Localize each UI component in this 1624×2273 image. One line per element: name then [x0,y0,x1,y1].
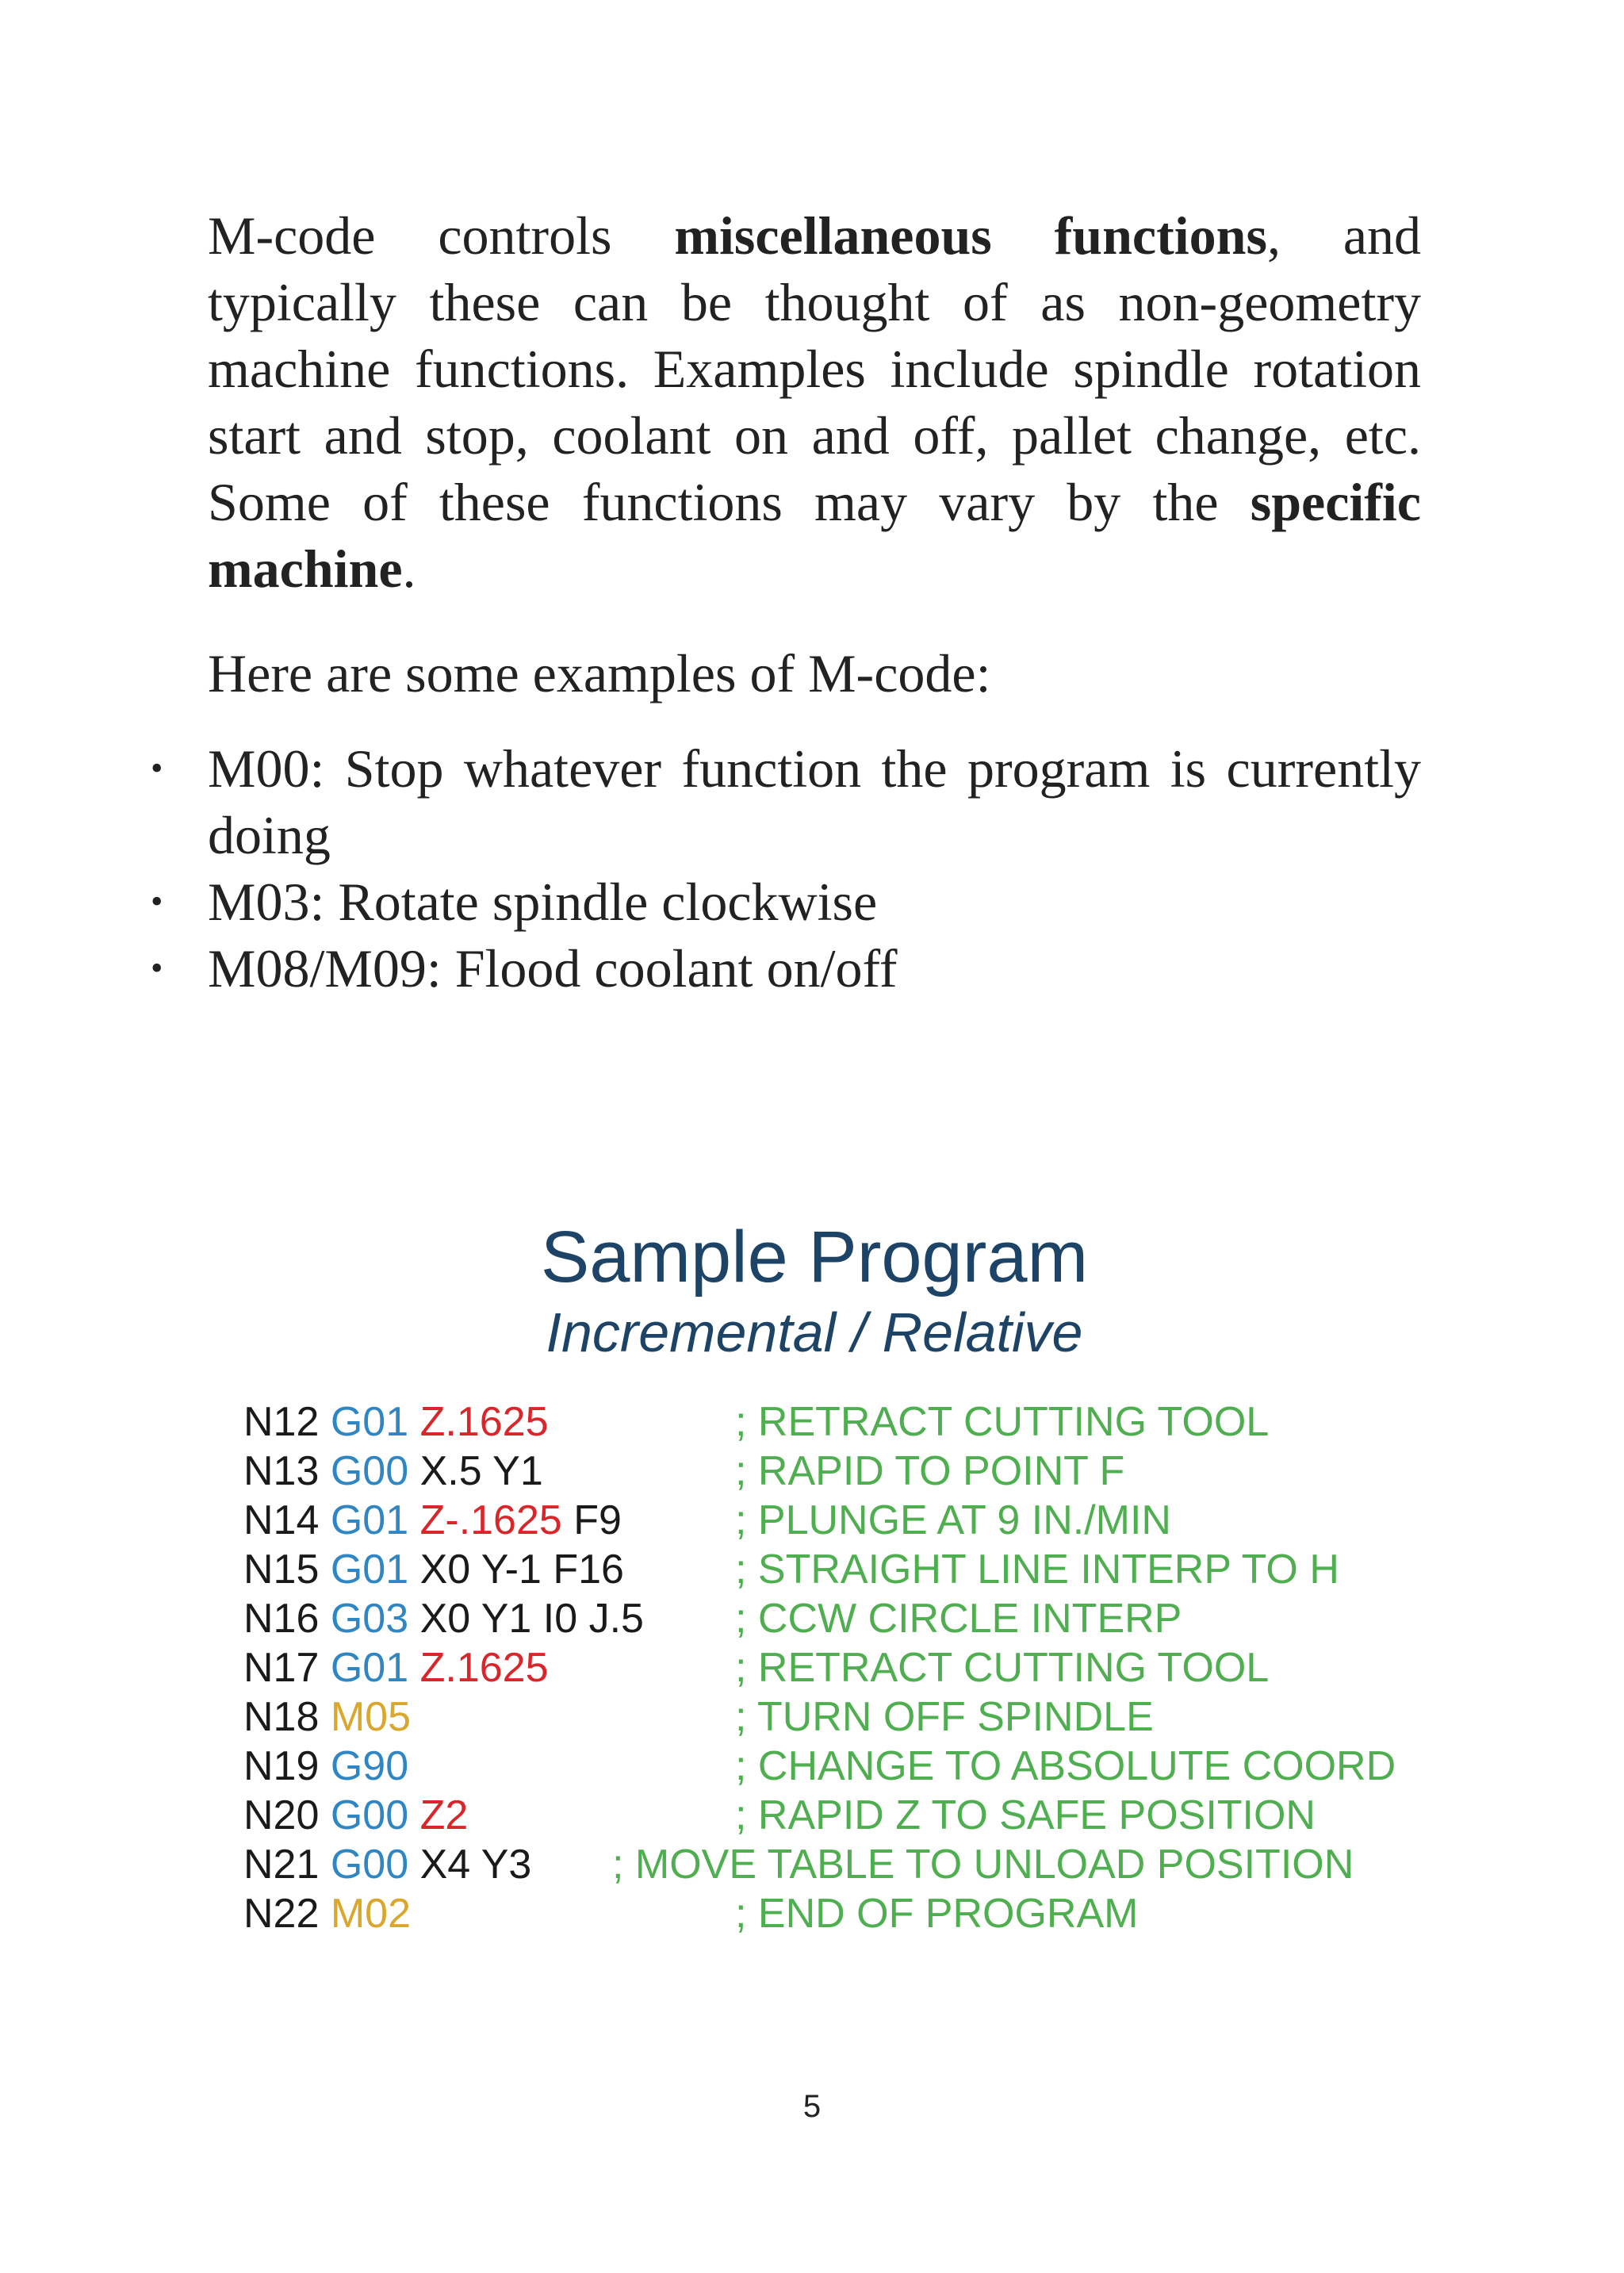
code-comment: ; STRAIGHT LINE INTERP TO H [735,1547,1339,1593]
code-comment: ; PLUNGE AT 9 IN./MIN [735,1497,1171,1543]
code-token: N16 [243,1596,320,1642]
code-command [243,1791,468,1840]
code-token: N14 [243,1497,320,1543]
code-comment: ; END OF PROGRAM [735,1891,1139,1937]
code-comment: ; RAPID Z TO SAFE POSITION [735,1792,1316,1838]
page-number: 5 [802,2089,822,2124]
code-token: N19 [243,1743,320,1789]
code-token: G01 [330,1497,409,1543]
code-comment: ; TURN OFF SPINDLE [735,1694,1154,1740]
code-token: G00 [330,1842,409,1888]
code-command [243,1496,622,1545]
code-token: N17 [243,1645,320,1691]
code-comment: ; CHANGE TO ABSOLUTE COORD [735,1743,1396,1789]
bold-term: miscellaneous functions [674,205,1267,266]
code-token: N13 [243,1448,320,1494]
code-command [243,1742,408,1791]
bold-term: specific machine [208,472,1421,599]
list-item: • M00: Stop whatever function the program is currently doing [208,735,1421,868]
code-token: Z.1625 [419,1399,549,1445]
code-token: X4 Y3 [419,1842,532,1888]
code-line [243,1447,1421,1496]
code-token: X0 Y-1 F16 [419,1547,624,1593]
code-token: X.5 Y1 [419,1448,543,1494]
code-token: N20 [243,1792,320,1838]
paragraph-text: . [402,539,416,599]
code-comment: ; MOVE TABLE TO UNLOAD POSITION [612,1842,1354,1888]
code-token: Z2 [419,1792,469,1838]
code-comment: ; CCW CIRCLE INTERP [735,1596,1182,1642]
code-token: G03 [330,1596,409,1642]
code-comment: ; RETRACT CUTTING TOOL [735,1645,1270,1691]
code-line [243,1594,1421,1643]
code-token: G01 [330,1547,409,1593]
code-token: X0 Y1 I0 J.5 [419,1596,644,1642]
code-token: N18 [243,1694,320,1740]
code-token: M05 [330,1694,412,1740]
code-token: G90 [330,1743,409,1789]
figure-title: Sample Program [540,1217,1089,1297]
code-listing [243,1397,1421,1938]
code-line [243,1545,1421,1594]
paragraph-text: M-code controls [208,205,675,266]
code-token: M02 [330,1891,412,1937]
code-line [243,1742,1421,1791]
code-command [243,1545,624,1594]
code-token: Z-.1625 [419,1497,562,1543]
list-item: • M08/M09: Flood coolant on/off [208,935,1421,1002]
examples-intro: Here are some examples of M-code: [208,643,991,703]
code-line [243,1692,1421,1742]
code-line [243,1496,1421,1545]
code-line [243,1791,1421,1840]
code-command [243,1643,549,1692]
code-token: N12 [243,1399,320,1445]
paragraph-text: , and typically these can be thought of as non-geometry machine functions. Examples include spindle rotation start and stop, coolant on and off, pallet change, etc. Some of these functions may vary by the [208,205,1422,532]
code-comment: ; RETRACT CUTTING TOOL [735,1399,1270,1445]
code-token: G00 [330,1448,409,1494]
figure-subtitle: Incremental / Relative [546,1301,1083,1363]
code-token: G01 [330,1399,409,1445]
code-command [243,1840,531,1889]
code-token: G00 [330,1792,409,1838]
code-line [243,1397,1421,1447]
code-line [243,1840,1421,1889]
code-token: F9 [573,1497,622,1543]
code-command [243,1692,411,1742]
code-token: Z.1625 [419,1645,549,1691]
code-line [243,1643,1421,1692]
list-item: • M03: Rotate spindle clockwise [208,868,1421,935]
code-command [243,1447,543,1496]
code-command [243,1594,644,1643]
code-token: G01 [330,1645,409,1691]
code-token: N15 [243,1547,320,1593]
code-token: N22 [243,1891,320,1937]
code-command [243,1889,411,1938]
code-line [243,1889,1421,1938]
document-body [208,202,1421,1002]
code-command [243,1397,549,1447]
code-token: N21 [243,1842,320,1888]
code-comment: ; RAPID TO POINT F [735,1448,1125,1494]
mcode-examples-list [208,735,1421,1002]
mcode-intro-paragraph [208,202,1421,602]
sample-program-figure [208,1213,1421,1959]
